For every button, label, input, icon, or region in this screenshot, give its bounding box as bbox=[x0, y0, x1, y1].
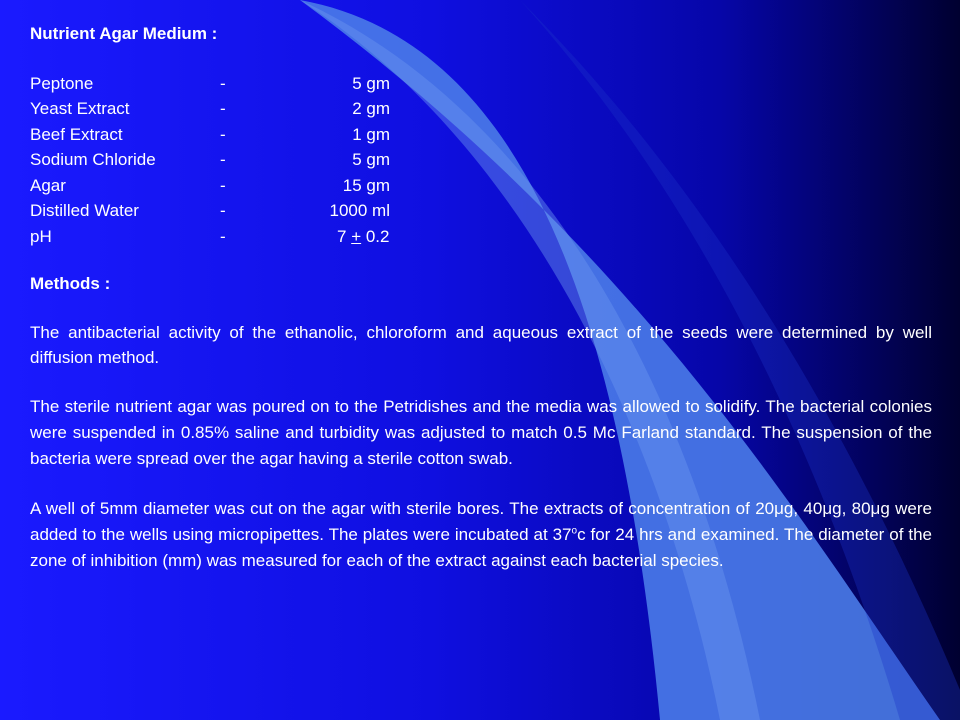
ingredient-value: 2 gm bbox=[352, 99, 390, 119]
methods-paragraph-3 bbox=[30, 496, 932, 574]
paragraph-3-part-1: A well of 5mm diameter was cut on the agar with sterile bores. The extracts of concentration of 20μg, 40μg, 80μg were added to the wells using micropipettes. The plates were incubated at 37 bbox=[30, 498, 932, 544]
ph-label: pH bbox=[30, 226, 52, 246]
degree-superscript: o bbox=[571, 524, 578, 536]
ingredient-value: 5 gm bbox=[352, 150, 390, 170]
ingredient-name: Agar bbox=[30, 175, 66, 195]
ingredient-row bbox=[30, 148, 932, 174]
ph-value bbox=[280, 225, 447, 249]
ingredient-row bbox=[30, 97, 932, 123]
ingredient-value: 1000 ml bbox=[329, 201, 390, 221]
ingredient-dash: - bbox=[220, 124, 226, 144]
ph-value-main: 7 bbox=[337, 226, 352, 246]
ph-row bbox=[30, 224, 932, 250]
ingredient-dash: - bbox=[220, 73, 226, 93]
ingredient-dash: - bbox=[220, 99, 226, 119]
methods-paragraph-1: The antibacterial activity of the ethanolic, chloroform and aqueous extract of the seeds were determined by well diffusion method. bbox=[30, 322, 932, 367]
ingredient-name: Yeast Extract bbox=[30, 99, 130, 119]
ingredient-value: 15 gm bbox=[342, 175, 390, 195]
slide-content bbox=[30, 22, 932, 574]
ingredient-value: 5 gm bbox=[352, 73, 390, 93]
ingredient-dash: - bbox=[220, 175, 226, 195]
ingredient-value: 1 gm bbox=[352, 124, 390, 144]
ph-dash: - bbox=[220, 226, 226, 246]
methods-paragraph-2: The sterile nutrient agar was poured on to the Petridishes and the media was allowed to solidify. The bacterial colonies were suspended in 0.85% saline and turbidity was adjusted to match 0.5 Mc Farland standard. The suspension of the bacteria were spread over the agar having a sterile cotton swab. bbox=[30, 396, 932, 468]
ingredient-row bbox=[30, 199, 932, 225]
ph-value-tolerance: 0.2 bbox=[361, 226, 390, 246]
ingredient-row bbox=[30, 173, 932, 199]
ingredients-table bbox=[30, 71, 932, 250]
plus-minus-sign: + bbox=[351, 226, 362, 246]
ingredient-row bbox=[30, 122, 932, 148]
paragraph-3-part-2: c for 24 hrs and examined. The diameter of the zone of inhibition (mm) was measured for each of the extract against each bacterial species. bbox=[30, 524, 932, 570]
ingredient-name: Distilled Water bbox=[30, 201, 139, 221]
ingredient-dash: - bbox=[220, 150, 226, 170]
ingredient-name: Sodium Chloride bbox=[30, 150, 156, 170]
ingredient-row bbox=[30, 71, 932, 97]
nutrient-agar-heading: Nutrient Agar Medium : bbox=[30, 24, 218, 43]
ingredient-name: Peptone bbox=[30, 73, 94, 93]
methods-heading: Methods : bbox=[30, 273, 111, 293]
ingredient-name: Beef Extract bbox=[30, 124, 123, 144]
ingredient-dash: - bbox=[220, 201, 226, 221]
